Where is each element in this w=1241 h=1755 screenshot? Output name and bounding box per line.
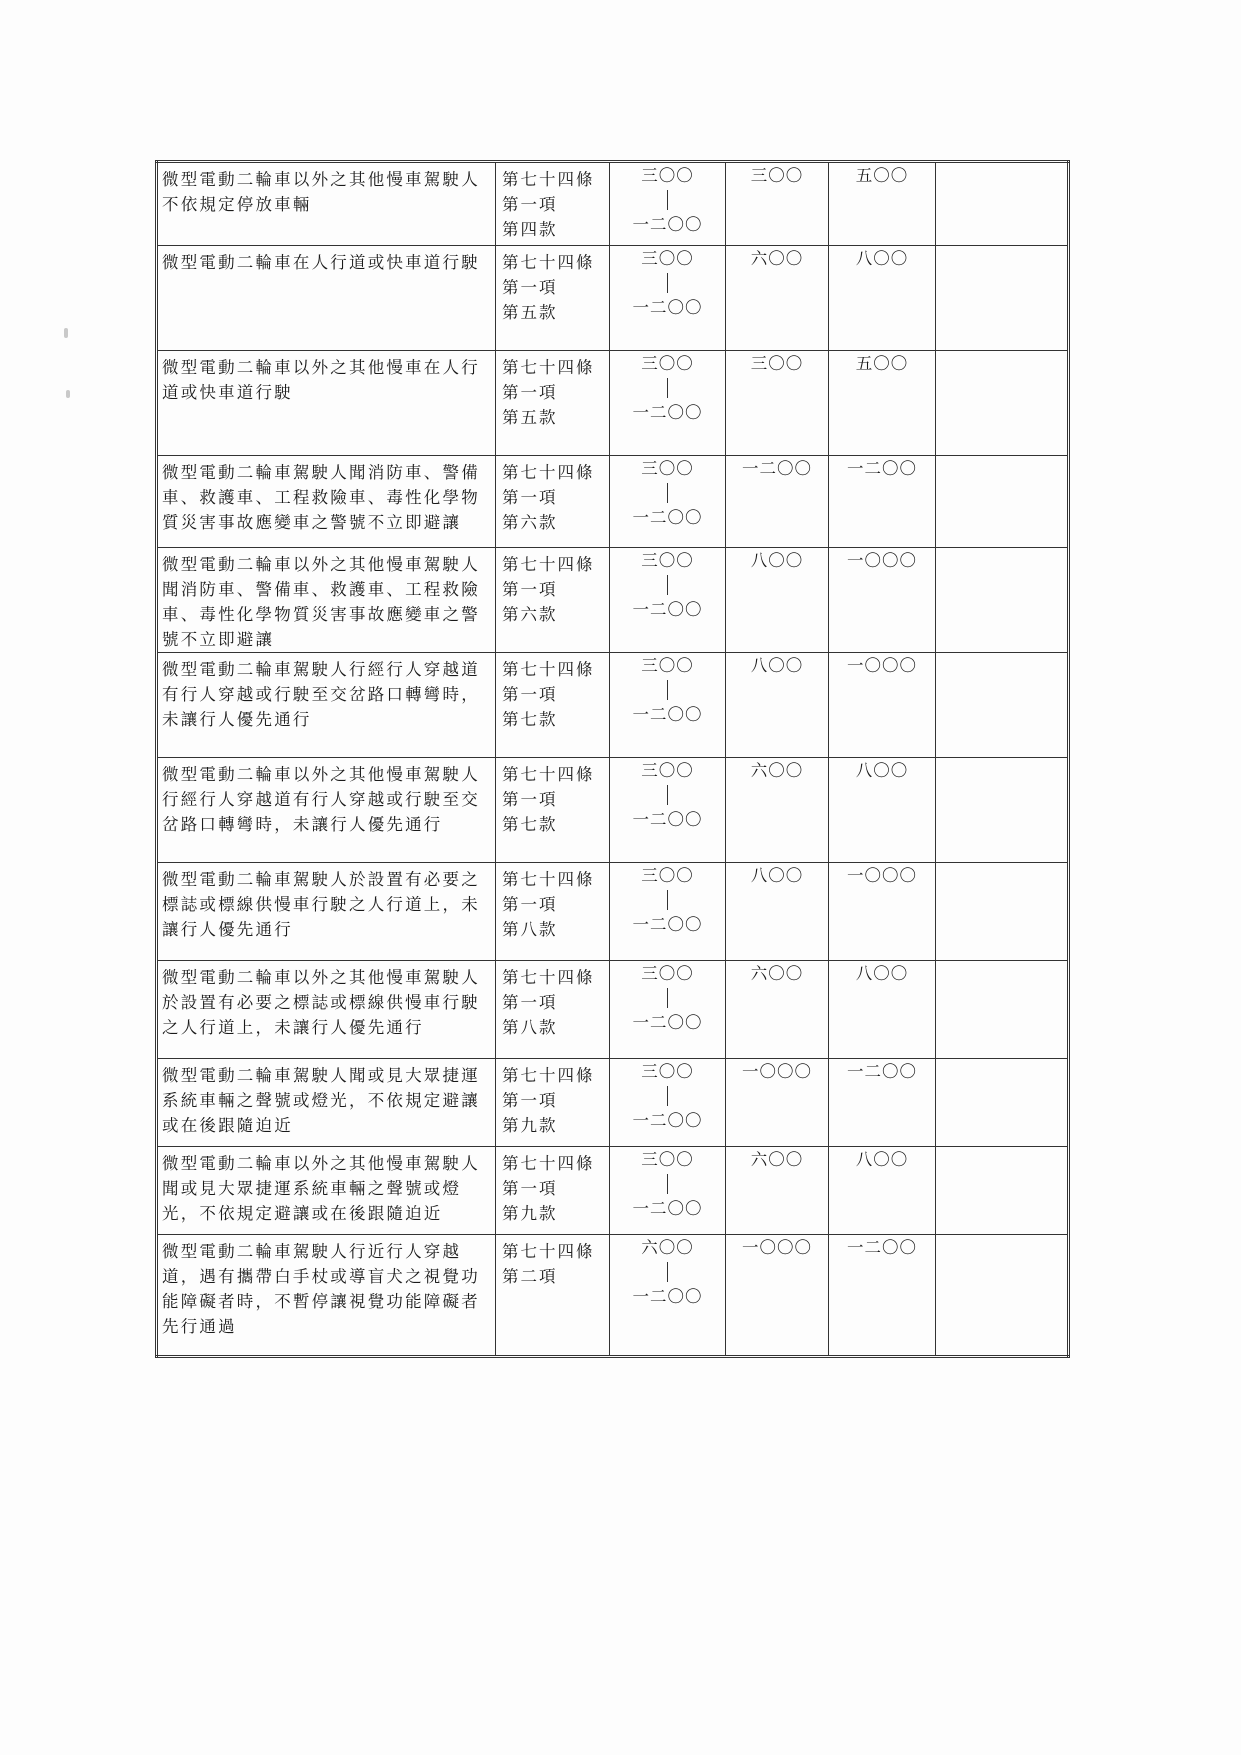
- fine-amount-b: 八〇〇: [855, 964, 909, 983]
- range-separator-bar: [667, 1262, 668, 1282]
- law-article: [496, 1235, 609, 1289]
- fine-range-max: 一二〇〇: [632, 705, 703, 724]
- law-article-line: 第一項: [502, 488, 558, 507]
- fine-amount-a-cell: [726, 351, 829, 456]
- table-row: [157, 758, 1069, 863]
- law-article-line: 第一項: [502, 383, 558, 402]
- fine-amount-b-cell: [829, 162, 936, 246]
- violation-description: 微型電動二輪車在人行道或快車道行駛: [162, 253, 480, 272]
- violation-description: 微型電動二輪車以外之其他慢車駕駛人聞消防車、警備車、救護車、工程救險車、毒性化學物質災害事故應變車之警號不立即避讓: [162, 555, 480, 649]
- law-article: [496, 863, 609, 942]
- fine-amount-b: 八〇〇: [855, 1150, 909, 1169]
- law-article-cell: [496, 456, 610, 548]
- law-article-line: 第一項: [502, 993, 558, 1012]
- fine-amount-b-cell: [829, 548, 936, 653]
- statutory-fine-range-cell: [610, 961, 726, 1059]
- fine-range-min: 三〇〇: [641, 656, 694, 675]
- fine-amount-a: 六〇〇: [750, 1150, 804, 1169]
- law-article-cell: [496, 246, 610, 351]
- table-row: [157, 1235, 1069, 1357]
- law-article: [496, 246, 609, 325]
- violation-description-cell: [157, 1147, 496, 1235]
- fine-amount-a-cell: [726, 246, 829, 351]
- violation-description-cell: [157, 162, 496, 246]
- table-row: [157, 548, 1069, 653]
- fine-range-max: 一二〇〇: [632, 1111, 703, 1130]
- fine-range-max: 一二〇〇: [632, 215, 703, 234]
- statutory-fine-range-cell: [610, 246, 726, 351]
- fine-amount-b-cell: [829, 863, 936, 961]
- law-article-line: 第七款: [502, 710, 558, 729]
- scan-speck: [66, 390, 70, 398]
- law-article-line: 第八款: [502, 920, 558, 939]
- law-article-cell: [496, 961, 610, 1059]
- note-cell: [936, 1059, 1069, 1147]
- statutory-fine-range-cell: [610, 758, 726, 863]
- table-row: [157, 863, 1069, 961]
- note-cell: [936, 961, 1069, 1059]
- violation-description-cell: [157, 351, 496, 456]
- violation-description-cell: [157, 653, 496, 758]
- fine-range-max: 一二〇〇: [632, 1287, 703, 1306]
- note-cell: [936, 246, 1069, 351]
- law-article-line: 第四款: [502, 220, 558, 239]
- fine-amount-b-cell: [829, 246, 936, 351]
- fine-amount-b-cell: [829, 1059, 936, 1147]
- fine-range-min: 三〇〇: [641, 761, 694, 780]
- range-separator-bar: [667, 890, 668, 910]
- fine-amount-a-cell: [726, 162, 829, 246]
- fine-range-max: 一二〇〇: [632, 1013, 703, 1032]
- law-article-line: 第七十四條: [502, 660, 595, 679]
- law-article-cell: [496, 548, 610, 653]
- note-cell: [936, 863, 1069, 961]
- fine-range-max: 一二〇〇: [632, 1199, 703, 1218]
- fine-range-min: 三〇〇: [641, 964, 694, 983]
- range-separator-bar: [667, 1174, 668, 1194]
- fine-amount-b: 一二〇〇: [847, 1062, 917, 1081]
- law-article-line: 第一項: [502, 1179, 558, 1198]
- fine-range-max: 一二〇〇: [632, 810, 703, 829]
- table-row: [157, 162, 1069, 246]
- range-separator-bar: [667, 988, 668, 1008]
- law-article-line: 第七十四條: [502, 170, 595, 189]
- fine-amount-a: 六〇〇: [750, 249, 804, 268]
- law-article-line: 第六款: [502, 605, 558, 624]
- law-article-cell: [496, 863, 610, 961]
- fine-amount-b: 五〇〇: [855, 166, 909, 185]
- table-row: [157, 246, 1069, 351]
- table-row: [157, 1059, 1069, 1147]
- fine-amount-b: 一二〇〇: [847, 459, 917, 478]
- statutory-fine-range-cell: [610, 653, 726, 758]
- law-article-line: 第七十四條: [502, 463, 595, 482]
- fine-amount-a-cell: [726, 758, 829, 863]
- fine-range-min: 六〇〇: [641, 1238, 694, 1257]
- fine-amount-a-cell: [726, 1147, 829, 1235]
- note-cell: [936, 758, 1069, 863]
- law-article-cell: [496, 162, 610, 246]
- law-article-line: 第二項: [502, 1267, 558, 1286]
- law-article-cell: [496, 653, 610, 758]
- law-article-line: 第一項: [502, 195, 558, 214]
- fine-amount-a: 六〇〇: [750, 964, 804, 983]
- law-article-cell: [496, 1059, 610, 1147]
- note-cell: [936, 162, 1069, 246]
- note-cell: [936, 351, 1069, 456]
- fine-range-min: 三〇〇: [641, 1062, 694, 1081]
- fine-range-max: 一二〇〇: [632, 915, 703, 934]
- fine-amount-a-cell: [726, 863, 829, 961]
- range-separator-bar: [667, 273, 668, 293]
- violation-description: 微型電動二輪車駕駛人行近行人穿越道，遇有攜帶白手杖或導盲犬之視覺功能障礙者時，不暫停讓視覺功能障礙者先行通過: [162, 1242, 480, 1336]
- law-article-line: 第七十四條: [502, 358, 595, 377]
- law-article-line: 第一項: [502, 790, 558, 809]
- violation-description: 微型電動二輪車駕駛人聞或見大眾捷運系統車輛之聲號或燈光，不依規定避讓或在後跟隨迫近: [162, 1066, 480, 1135]
- fine-range-max: 一二〇〇: [632, 508, 703, 527]
- fine-range-min: 三〇〇: [641, 1150, 694, 1169]
- fine-amount-b-cell: [829, 351, 936, 456]
- law-article: [496, 961, 609, 1040]
- note-cell: [936, 653, 1069, 758]
- law-article: [496, 653, 609, 732]
- fine-amount-a-cell: [726, 548, 829, 653]
- violation-description-cell: [157, 246, 496, 351]
- range-separator-bar: [667, 378, 668, 398]
- fine-range-min: 三〇〇: [641, 354, 694, 373]
- table-row: [157, 351, 1069, 456]
- law-article-line: 第九款: [502, 1116, 558, 1135]
- law-article-line: 第七十四條: [502, 870, 595, 889]
- fine-range-max: 一二〇〇: [632, 403, 703, 422]
- law-article-cell: [496, 351, 610, 456]
- fine-amount-a: 一二〇〇: [742, 459, 812, 478]
- law-article-cell: [496, 1235, 610, 1357]
- statutory-fine-range-cell: [610, 1235, 726, 1357]
- law-article: [496, 1147, 609, 1226]
- law-article-line: 第七十四條: [502, 1154, 595, 1173]
- fine-range-min: 三〇〇: [641, 866, 694, 885]
- range-separator-bar: [667, 575, 668, 595]
- law-article-line: 第一項: [502, 580, 558, 599]
- fine-range-min: 三〇〇: [641, 249, 694, 268]
- fine-amount-b: 八〇〇: [855, 761, 909, 780]
- fine-amount-a-cell: [726, 456, 829, 548]
- law-article-cell: [496, 758, 610, 863]
- law-article-line: 第一項: [502, 1091, 558, 1110]
- law-article-line: 第一項: [502, 895, 558, 914]
- fine-range-min: 三〇〇: [641, 166, 694, 185]
- fine-amount-b-cell: [829, 1147, 936, 1235]
- violation-description: 微型電動二輪車駕駛人聞消防車、警備車、救護車、工程救險車、毒性化學物質災害事故應變車之警號不立即避讓: [162, 463, 480, 532]
- note-cell: [936, 1147, 1069, 1235]
- law-article: [496, 351, 609, 430]
- fine-amount-b-cell: [829, 758, 936, 863]
- fine-amount-a: 一〇〇〇: [742, 1238, 812, 1257]
- law-article-line: 第八款: [502, 1018, 558, 1037]
- law-article-line: 第七十四條: [502, 1242, 595, 1261]
- fine-amount-a: 一〇〇〇: [742, 1062, 812, 1081]
- range-separator-bar: [667, 1086, 668, 1106]
- penalty-table: [155, 160, 1070, 1358]
- violation-description: 微型電動二輪車以外之其他慢車在人行道或快車道行駛: [162, 358, 480, 402]
- statutory-fine-range-cell: [610, 162, 726, 246]
- fine-range-min: 三〇〇: [641, 459, 694, 478]
- statutory-fine-range-cell: [610, 548, 726, 653]
- law-article: [496, 1059, 609, 1138]
- range-separator-bar: [667, 483, 668, 503]
- statutory-fine-range-cell: [610, 456, 726, 548]
- note-cell: [936, 1235, 1069, 1357]
- violation-description: 微型電動二輪車以外之其他慢車駕駛人於設置有必要之標誌或標線供慢車行駛之人行道上，未讓行人優先通行: [162, 968, 480, 1037]
- violation-description-cell: [157, 961, 496, 1059]
- violation-description-cell: [157, 863, 496, 961]
- fine-amount-a-cell: [726, 653, 829, 758]
- fine-amount-a-cell: [726, 1059, 829, 1147]
- law-article: [496, 758, 609, 837]
- statutory-fine-range-cell: [610, 863, 726, 961]
- violation-description: 微型電動二輪車以外之其他慢車駕駛人聞或見大眾捷運系統車輛之聲號或燈光，不依規定避讓或在後跟隨迫近: [162, 1154, 480, 1223]
- fine-amount-b: 一〇〇〇: [847, 866, 917, 885]
- fine-amount-b: 八〇〇: [855, 249, 909, 268]
- fine-amount-a: 六〇〇: [750, 761, 804, 780]
- violation-description: 微型電動二輪車駕駛人行經行人穿越道有行人穿越或行駛至交岔路口轉彎時，未讓行人優先通行: [162, 660, 480, 729]
- fine-amount-a: 八〇〇: [750, 551, 804, 570]
- note-cell: [936, 548, 1069, 653]
- fine-range-max: 一二〇〇: [632, 298, 703, 317]
- table-row: [157, 456, 1069, 548]
- penalty-table-body: [157, 162, 1069, 1357]
- range-separator-bar: [667, 680, 668, 700]
- violation-description: 微型電動二輪車以外之其他慢車駕駛人行經行人穿越道有行人穿越或行駛至交岔路口轉彎時，未讓行人優先通行: [162, 765, 480, 834]
- fine-range-min: 三〇〇: [641, 551, 694, 570]
- law-article-line: 第七十四條: [502, 555, 595, 574]
- violation-description-cell: [157, 456, 496, 548]
- range-separator-bar: [667, 785, 668, 805]
- range-separator-bar: [667, 190, 668, 210]
- fine-amount-a-cell: [726, 961, 829, 1059]
- violation-description-cell: [157, 758, 496, 863]
- law-article-line: 第六款: [502, 513, 558, 532]
- violation-description: 微型電動二輪車以外之其他慢車駕駛人不依規定停放車輛: [162, 170, 480, 214]
- fine-amount-a: 八〇〇: [750, 866, 804, 885]
- law-article-line: 第五款: [502, 408, 558, 427]
- table-row: [157, 653, 1069, 758]
- fine-amount-b-cell: [829, 1235, 936, 1357]
- law-article: [496, 456, 609, 535]
- law-article-line: 第七十四條: [502, 765, 595, 784]
- fine-amount-a: 八〇〇: [750, 656, 804, 675]
- fine-amount-b-cell: [829, 456, 936, 548]
- law-article-line: 第七十四條: [502, 1066, 595, 1085]
- scan-speck: [64, 328, 68, 338]
- fine-amount-b: 一〇〇〇: [847, 656, 917, 675]
- fine-amount-b-cell: [829, 961, 936, 1059]
- fine-amount-b: 五〇〇: [855, 354, 909, 373]
- law-article-line: 第一項: [502, 278, 558, 297]
- statutory-fine-range-cell: [610, 351, 726, 456]
- fine-amount-b: 一〇〇〇: [847, 551, 917, 570]
- note-cell: [936, 456, 1069, 548]
- fine-amount-a: 三〇〇: [750, 354, 804, 373]
- law-article-line: 第一項: [502, 685, 558, 704]
- fine-amount-a-cell: [726, 1235, 829, 1357]
- law-article-line: 第五款: [502, 303, 558, 322]
- fine-range-max: 一二〇〇: [632, 600, 703, 619]
- statutory-fine-range-cell: [610, 1059, 726, 1147]
- law-article-line: 第九款: [502, 1204, 558, 1223]
- law-article: [496, 548, 609, 627]
- law-article-line: 第七款: [502, 815, 558, 834]
- fine-amount-a: 三〇〇: [750, 166, 804, 185]
- law-article-line: 第七十四條: [502, 253, 595, 272]
- violation-description-cell: [157, 1235, 496, 1357]
- law-article: [496, 163, 609, 242]
- statutory-fine-range-cell: [610, 1147, 726, 1235]
- law-article-line: 第七十四條: [502, 968, 595, 987]
- fine-amount-b-cell: [829, 653, 936, 758]
- violation-description-cell: [157, 548, 496, 653]
- table-row: [157, 961, 1069, 1059]
- fine-amount-b: 一二〇〇: [847, 1238, 917, 1257]
- violation-description-cell: [157, 1059, 496, 1147]
- law-article-cell: [496, 1147, 610, 1235]
- violation-description: 微型電動二輪車駕駛人於設置有必要之標誌或標線供慢車行駛之人行道上，未讓行人優先通行: [162, 870, 480, 939]
- table-row: [157, 1147, 1069, 1235]
